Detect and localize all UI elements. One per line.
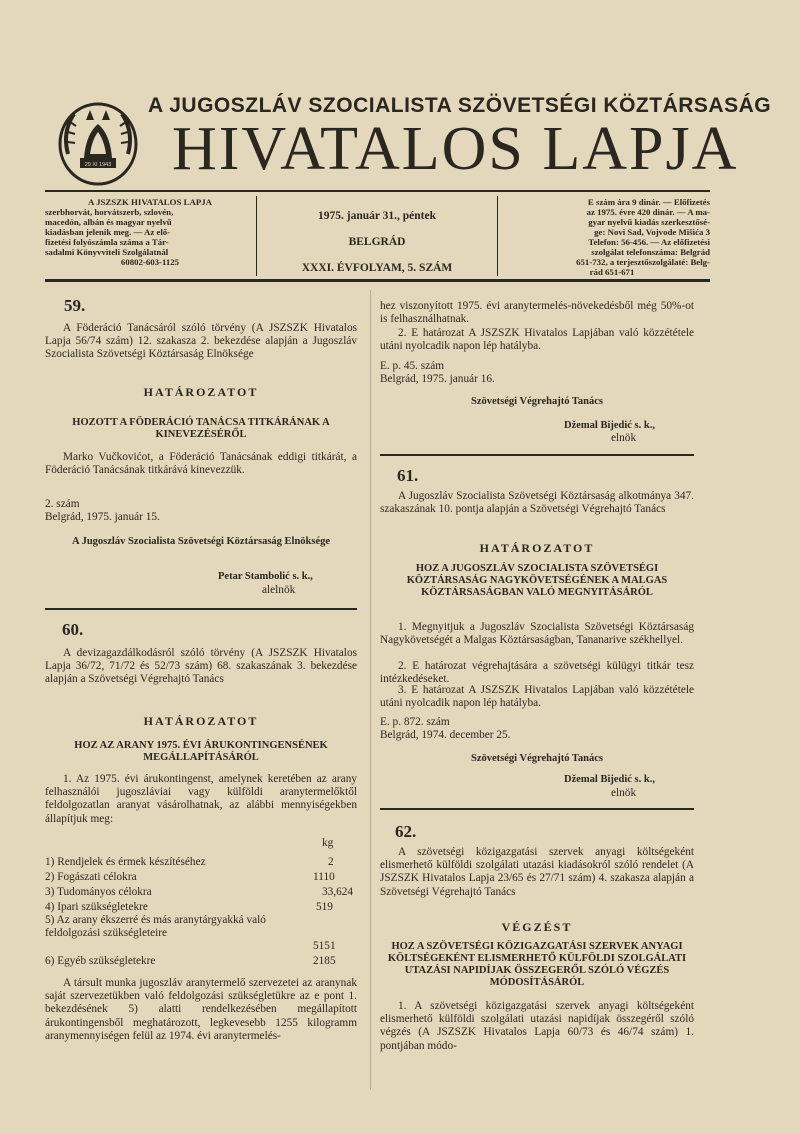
s59-ref: 2. szám — [45, 498, 80, 510]
list-item-label: 3) Tudományos célokra — [45, 886, 152, 898]
masthead-country: A JUGOSZLÁV SZOCIALISTA SZÖVETSÉGI KÖZTÁRSASÁG — [148, 94, 772, 117]
list-item-label: 4) Ipari szükségletekre — [45, 901, 148, 913]
info-right-line-2: az 1975. évre 420 dinár. — A ma- — [586, 207, 710, 217]
info-left-line-6: sadalmi Könyvviteli Szolgálatnál — [45, 247, 169, 257]
list-item — [45, 871, 137, 883]
info-right-line-5: Telefon: 56-456. — Az előfizetési — [588, 237, 710, 247]
info-left-line-5: fizetési folyószámla száma a Tár- — [45, 237, 169, 247]
list-item-label: 6) Egyéb szükségletekre — [45, 955, 156, 967]
info-right-line-6: szolgálat telefonszáma: Belgrád — [591, 247, 710, 257]
s59-signer: Petar Stambolić s. k., — [218, 571, 313, 582]
info-right-line-1: E szám ára 9 dinár. — Előfizetés — [587, 197, 710, 207]
list-item-value: 2 — [328, 856, 334, 868]
list-item — [45, 886, 152, 898]
masthead-divider-right — [497, 196, 498, 276]
info-left-line-1: A JSZSZK HIVATALOS LAPJA — [88, 197, 212, 207]
s61-signer: Džemal Bijedić s. k., — [564, 774, 655, 785]
column-divider — [370, 290, 371, 1090]
s62-heading: VÉGZÉST — [501, 920, 573, 934]
s61-ref: E. p. 872. szám — [380, 716, 450, 728]
section-number-60: 60. — [62, 620, 84, 639]
masthead-divider-left — [256, 196, 257, 276]
info-left-line-4: kiadásban jelenik meg. — Az elő- — [45, 227, 171, 237]
info-left-line-3: macedón, albán és magyar nyelvű — [45, 217, 172, 227]
list-item — [45, 901, 148, 913]
list-item — [45, 856, 206, 868]
info-right-line-3: gyar nyelvű kiadás szerkesztősé- — [588, 217, 710, 227]
info-right-line-4: ge: Novi Sad, Vojvode Mišića 3 — [594, 227, 710, 237]
s61-role: elnök — [611, 787, 637, 799]
s60-continuation: hez viszonyított 1975. évi aranytermelés-növekedésből még 50%-ot is felhasználhatnak. — [380, 300, 694, 326]
list-item-label: 2) Fogászati célokra — [45, 871, 137, 883]
s59-body: Marko Vučkovićot, a Föderáció Tanácsának eddigi titkárát, a Föderáció Tanácsának titkárává kinevezzük. — [45, 451, 357, 477]
info-right-line-8: rád 651-671 — [589, 267, 635, 277]
list-item-value: 2185 — [313, 955, 336, 967]
emblem-date: 29 XI 1943 — [84, 162, 112, 168]
list-item-value: 33,624 — [322, 886, 354, 898]
s61-issuer: Szövetségi Végrehajtó Tanács — [470, 753, 604, 764]
s60-heading: HATÁROZATOT — [143, 714, 259, 728]
s62-p1: 1. A szövetségi közigazgatási szervek anyagi költségeként elismerhető külföldi szolgálati utazási napidíjak összegéről szóló végzés (A JSZSZK Hivatalos Lapja 60/73 és 46/74 szám) 1. pontjában módo- — [380, 1000, 694, 1052]
masthead-info-right — [514, 197, 710, 277]
s59-subhead: HOZOTT A FÖDERÁCIÓ TANÁCSA TITKÁRÁNAK A KINEVEZÉSÉRŐL — [72, 417, 330, 440]
section-number-61: 61. — [397, 466, 419, 485]
separator-61-62 — [380, 808, 694, 810]
list-item-label: 1) Rendjelek és érmek készítéséhez — [45, 856, 206, 868]
s60-subhead: HOZ AZ ARANY 1975. ÉVI ÁRUKONTINGENSÉNEK MEGÁLLAPÍTÁSÁRÓL — [74, 740, 328, 763]
masthead-info-left — [45, 197, 255, 267]
s60-p3: 2. E határozat A JSZSZK Hivatalos Lapjában való közzététele utáni nyolcadik napon lép hatályba. — [380, 327, 694, 353]
s60-signer: Džemal Bijedić s. k., — [564, 420, 655, 431]
list-item — [45, 955, 155, 967]
list-item — [45, 914, 285, 940]
section-number-62: 62. — [395, 822, 417, 841]
s59-heading: HATÁROZATOT — [143, 385, 259, 399]
issue-volume: XXXI. ÉVFOLYAM, 5. SZÁM — [301, 262, 453, 274]
info-left-line-2: szerbhorvát, horvátszerb, szlovén, — [45, 207, 174, 217]
issue-date: 1975. január 31., péntek — [318, 210, 436, 222]
list-item-label: 5) Az arany ékszerré és más aranytárgyakká való feldolgozási szükségleteire — [45, 914, 266, 940]
masthead-title: HIVATALOS LAPJA — [172, 115, 739, 183]
s60-date: Belgrád, 1975. január 16. — [380, 373, 495, 385]
s61-p3: 3. E határozat A JSZSZK Hivatalos Lapjában való közzététele utáni nyolcadik napon lép hatályba. — [380, 684, 694, 710]
s59-issuer: A Jugoszláv Szocialista Szövetségi Köztársaság Elnöksége — [71, 536, 331, 547]
s61-subhead: HOZ A JUGOSZLÁV SZOCIALISTA SZÖVETSÉGI KÖZTÁRSASÁG NAGYKÖVETSÉGÉNEK A MALGAS KÖZTÁRSASÁGBAN VALÓ MEGNYITÁSÁRÓL — [406, 563, 668, 598]
masthead-issue-info — [258, 203, 496, 281]
s60-p1: 1. Az 1975. évi árukontingenst, amelynek keretében az arany felhasználói jugoszláviai vagy külföldi aranytermelőktől feldolgozatlan aranyat vásárolhatnak, az alábbi mennyiségekben állapítjuk meg: — [45, 773, 357, 825]
issue-city: BELGRÁD — [348, 236, 406, 248]
list-item-value: 5151 — [313, 940, 336, 952]
s60-role: elnök — [611, 432, 637, 444]
s61-p2: 2. E határozat végrehajtására a szövetségi külügyi titkár tesz intézkedéseket. — [380, 660, 694, 686]
masthead-top-rule — [45, 190, 710, 192]
separator-59-60 — [45, 608, 357, 610]
s60-issuer: Szövetségi Végrehajtó Tanács — [470, 396, 604, 407]
list-item-value: 1110 — [313, 871, 335, 883]
section-number-59: 59. — [64, 296, 86, 315]
s59-intro: A Föderáció Tanácsáról szóló törvény (A JSZSZK Hivatalos Lapja 56/74 szám) 12. szakasza 2. bekezdése alapján a Jugoszláv Szocialista Szövetségi Köztársaság Elnöksége — [45, 322, 357, 361]
info-right-line-7: 651-732, a terjesztőszolgálaté: Belg- — [576, 257, 710, 267]
s62-intro: A szövetségi közigazgatási szervek anyagi költségeként elismerhető külföldi szolgálati utazási kiadásokról szóló rendelet (A JSZSZK Hivatalos Lapja 23/65 és 27/71 szám) 4. szakasza alapján a Szövetségi Végrehajtó Tanács — [380, 846, 694, 898]
s59-role: alelnök — [262, 584, 296, 596]
s61-intro: A Jugoszláv Szocialista Szövetségi Köztársaság alkotmánya 347. szakaszának 10. pontja alapján a Szövetségi Végrehajtó Tanács — [380, 490, 694, 516]
s61-date: Belgrád, 1974. december 25. — [380, 729, 511, 741]
info-left-line-7: 60802-603-1125 — [120, 257, 180, 267]
s60-intro: A devizagazdálkodásról szóló törvény (A JSZSZK Hivatalos Lapja 36/72, 71/72 és 52/73 szám) 68. szakaszának 3. bekezdése alapján a Szövetségi Végrehajtó Tanács — [45, 647, 357, 686]
s60-p2: A társult munka jugoszláv aranytermelő szervezetei az aranynak saját szervezetükben való feldolgozási szükségletükre az e pont 1. bekezdésének 5) alatti rendelkezésében megállapított árukontingensből meghatározott, legkevesebb 1255 kilogramm aranymennyiségen felül az 1974. évi aranytermelés- — [45, 977, 357, 1042]
s62-subhead: HOZ A SZÖVETSÉGI KÖZIGAZGATÁSI SZERVEK ANYAGI KÖLTSÉGEKÉNT ELISMERHETŐ KÜLFÖLDI SZOLGÁLATI UTAZÁSI NAPIDÍJAK ÖSSZEGERŐL SZÓLÓ VÉGZÉS MÓDOSÍTÁSÁRÓL — [387, 941, 687, 988]
s61-p1: 1. Megnyitjuk a Jugoszláv Szocialista Szövetségi Köztársaság Nagykövetségét a Malgas Köztársaságban, Tananarive székhellyel. — [380, 621, 694, 647]
list-item-value: 519 — [316, 901, 333, 913]
s60-unit: kg — [322, 837, 334, 849]
state-emblem — [56, 92, 140, 188]
s61-heading: HATÁROZATOT — [479, 541, 595, 555]
separator-60-61 — [380, 454, 694, 456]
s60-ref: E. p. 45. szám — [380, 360, 445, 372]
s59-date: Belgrád, 1975. január 15. — [45, 511, 160, 523]
masthead-bottom-rule — [45, 279, 710, 282]
